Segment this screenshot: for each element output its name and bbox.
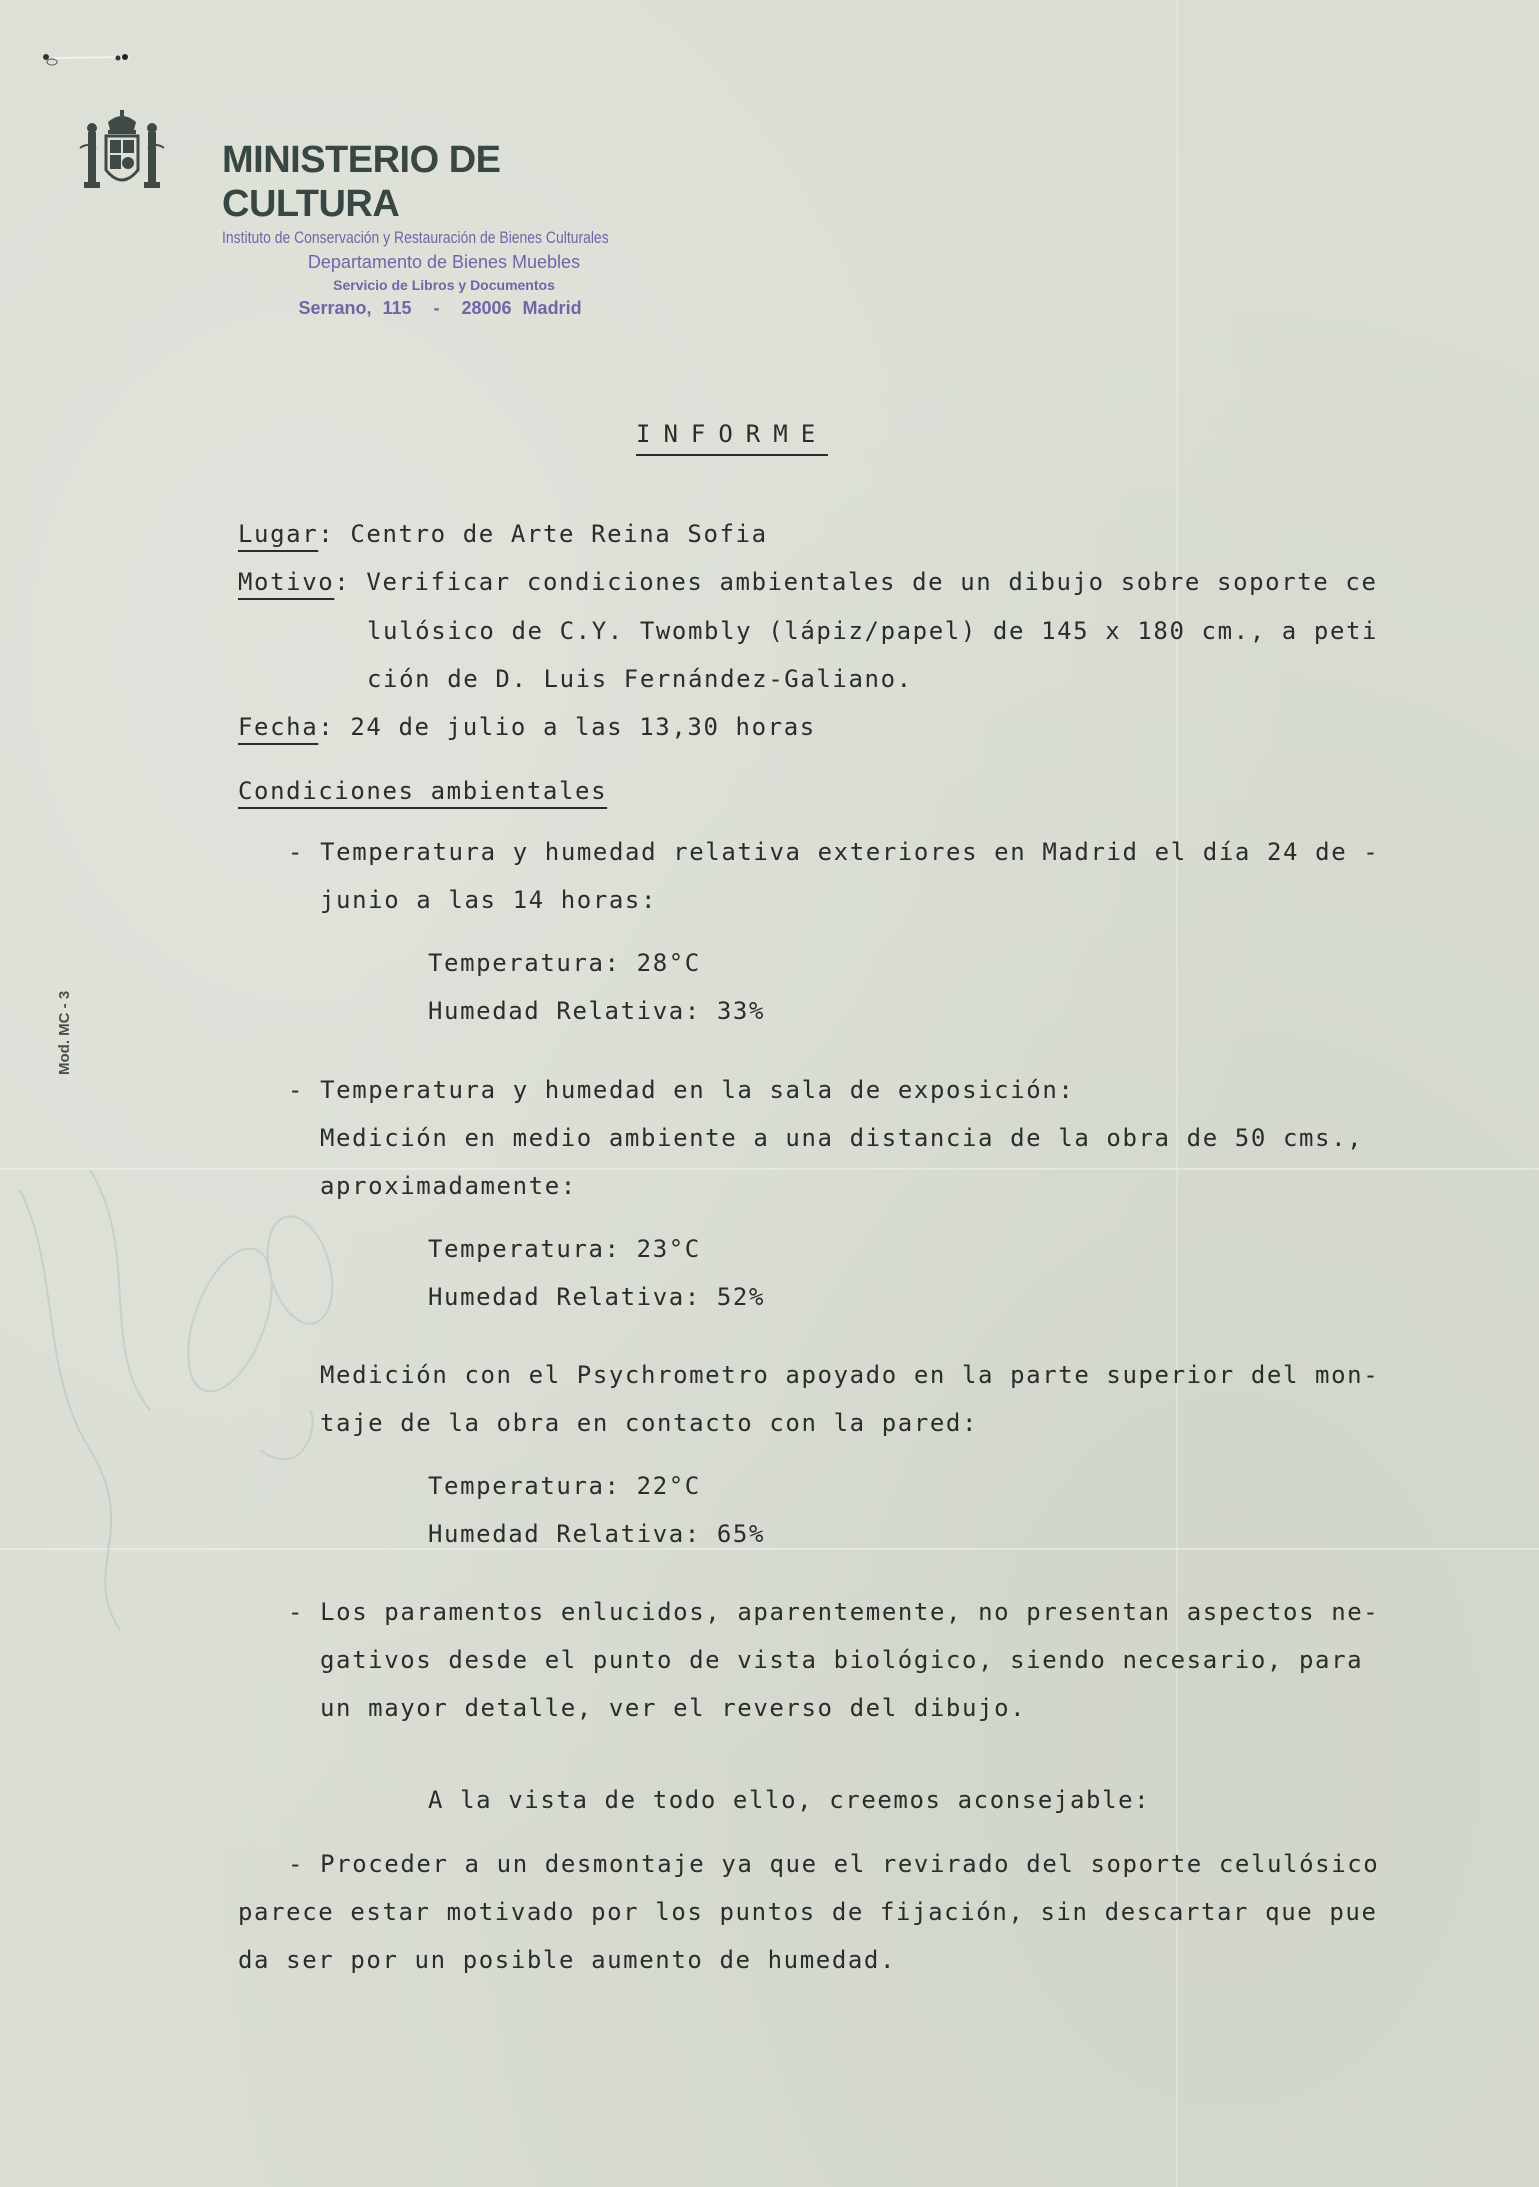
department-name: Departamento de Bienes Muebles — [307, 252, 581, 272]
sala-line: aproximadamente: — [320, 1172, 577, 1200]
psychrometro-line: Medición con el Psychrometro apoyado en la parte superior del mon- — [320, 1361, 1380, 1389]
letterhead — [200, 138, 680, 320]
sala-line: - Temperatura y humedad en la sala de exposición: — [288, 1076, 1075, 1104]
field-fecha: Fecha: 24 de julio a las 13,30 horas — [238, 713, 816, 741]
field-motivo: Motivo: Verificar condiciones ambientales de un dibujo sobre soporte ce — [238, 568, 1378, 596]
service-name: Servicio de Libros y Documentos — [333, 277, 555, 293]
exterior-line: junio a las 14 horas: — [320, 886, 658, 914]
ink-mark-icon — [34, 52, 134, 66]
motivo-line: Verificar condiciones ambientales de un dibujo sobre soporte ce — [366, 568, 1378, 596]
fecha-value: 24 de julio a las 13,30 horas — [350, 713, 816, 741]
motivo-line: lulósico de C.Y. Twombly (lápiz/papel) de 145 x 180 cm., a peti — [367, 617, 1379, 645]
document-title-text: INFORME — [636, 420, 828, 456]
lugar-value: Centro de Arte Reina Sofia — [350, 520, 768, 548]
recomendacion-line: - Proceder a un desmontaje ya que el revirado del soporte celulósico — [288, 1850, 1380, 1878]
watermark-drawing — [0, 1150, 400, 1650]
psychrometro-line: taje de la obra en contacto con la pared: — [320, 1409, 979, 1437]
motivo-label: Motivo — [238, 568, 335, 596]
exterior-line: - Temperatura y humedad relativa exteriores en Madrid el día 24 de - — [288, 838, 1380, 866]
recomendacion-line: da ser por un posible aumento de humedad. — [238, 1946, 897, 1974]
sala-line: Medición en medio ambiente a una distancia de la obra de 50 cms., — [320, 1124, 1364, 1152]
psychrometro-temperatura: Temperatura: 22°C — [428, 1472, 701, 1500]
exterior-humedad: Humedad Relativa: 33% — [428, 997, 766, 1025]
recomendacion-line: parece estar motivado por los puntos de fijación, sin descartar que pue — [238, 1898, 1378, 1926]
exterior-temperatura: Temperatura: 28°C — [428, 949, 701, 977]
sala-humedad: Humedad Relativa: 52% — [428, 1283, 766, 1311]
ministry-name: MINISTERIO DE CULTURA — [222, 139, 501, 225]
fecha-label: Fecha — [238, 713, 319, 741]
field-lugar: Lugar: Centro de Arte Reina Sofia — [238, 520, 768, 548]
conclusion-intro: A la vista de todo ello, creemos aconsejable: — [428, 1786, 1151, 1814]
paramentos-line: - Los paramentos enlucidos, aparentemente, no presentan aspectos ne- — [288, 1598, 1380, 1626]
section-heading: Condiciones ambientales — [238, 777, 608, 805]
sala-temperatura: Temperatura: 23°C — [428, 1235, 701, 1263]
document-title — [636, 420, 828, 448]
psychrometro-humedad: Humedad Relativa: 65% — [428, 1520, 766, 1548]
paramentos-line: un mayor detalle, ver el reverso del dibujo. — [320, 1694, 1027, 1722]
paramentos-line: gativos desde el punto de vista biológico, siendo necesario, para — [320, 1646, 1364, 1674]
address: Serrano, 115 - 28006 Madrid — [298, 298, 582, 318]
lugar-label: Lugar — [238, 520, 319, 548]
form-model-mark: Mod. MC - 3 — [56, 990, 73, 1075]
motivo-line: ción de D. Luis Fernández-Galiano. — [367, 665, 913, 693]
spain-coat-of-arms-icon — [78, 108, 166, 198]
institute-name: Instituto de Conservación y Restauración de Bienes Culturales — [222, 228, 609, 247]
